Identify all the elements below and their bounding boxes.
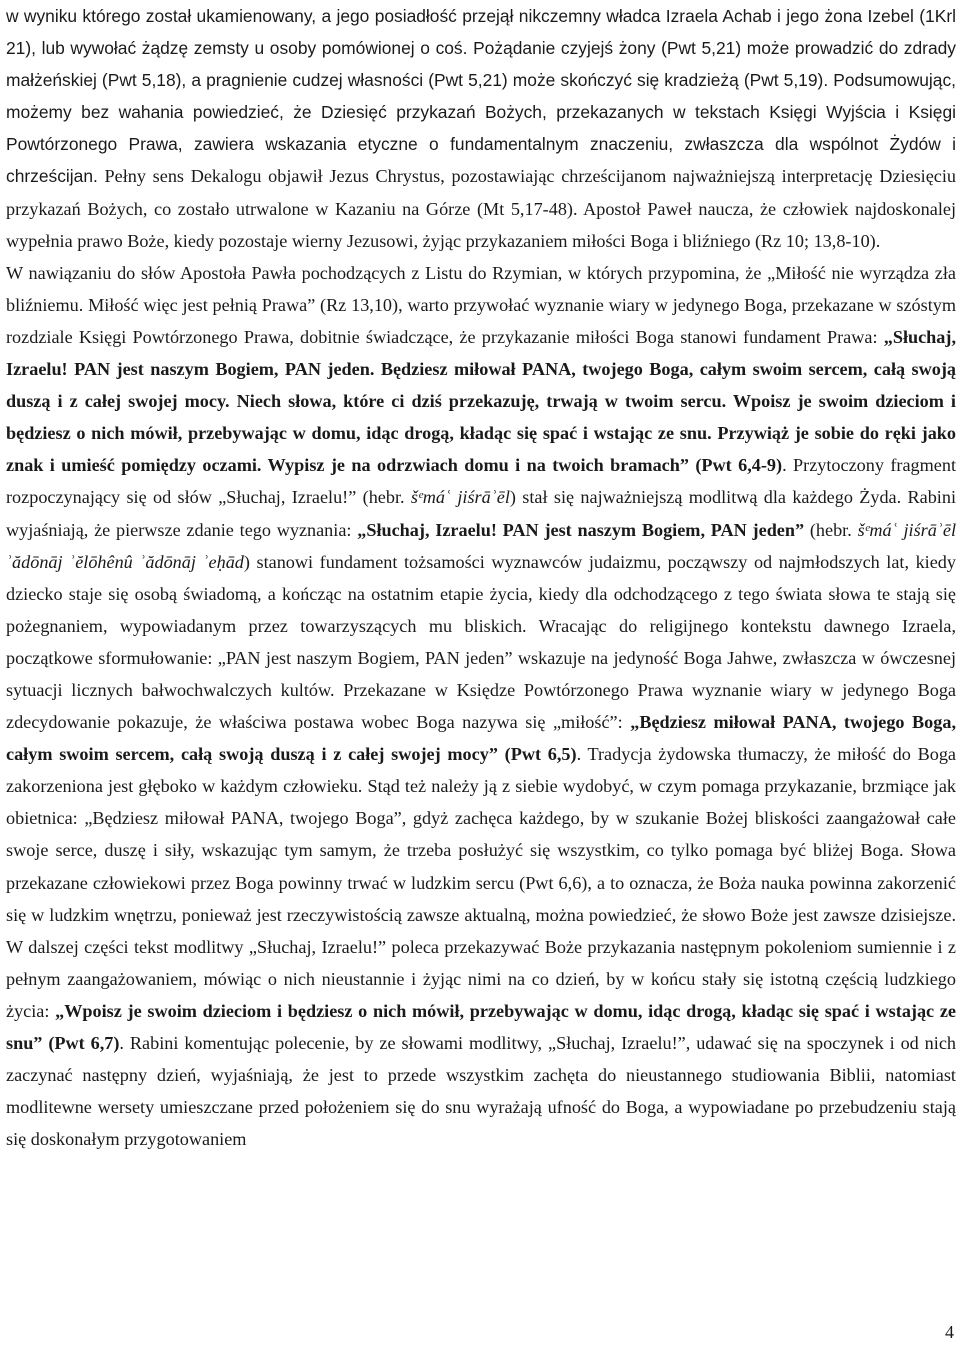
paragraph-2-segment-11: ) stanowi fundament tożsamości wyznawców judaizmu, począwszy od najmłodszych lat, kiedy dziecko staje się osobą świadomą, a kończąc na ostatnim etapie życia, kiedy dla odchodzącego z tego świata słowa te stają się pożegnaniem, wypowiadanym przez towarzyszących mu bliskich. Wracając do religijnego kontekstu dawnego Izraela, początkowe sformułowanie: „PAN jest naszym Bogiem, PAN jeden” wskazuje na jedyność Boga Jahwe, zwłaszcza w ówczesnej sytuacji licznych bałwochwalczych kultów. Przekazane w Księdze Powtórzonego Prawa wyznanie wiary w jedynego Boga zdecydowanie pokazuje, że właściwa postawa wobec Boga nazywa się „miłość”: [6, 551, 956, 733]
paragraph-2 [6, 257, 956, 1156]
document-body [6, 0, 956, 1155]
shema-quote: „Słuchaj, Izraelu! PAN jest naszym Bogiem, PAN jeden. Będziesz miłował PANA, twojego Boga, całym swoim sercem, całą swoją duszą i z całej swojej mocy. Niech słowa, które ci dziś przekazuję, trwają w twoim sercu. Wpoisz je swoim dzieciom i będziesz o nich mówił, przebywając w domu, idąc drogą, kładąc się spać i wstając ze snu. Przywiąż je sobie do ręki jako znak i umieść pomiędzy oczami. Wypisz je na odrzwiach domu i na twoich bramach” [6, 326, 956, 476]
paragraph-1-segment-2: Pełny sens Dekalogu objawił Jezus Chrystus, pozostawiając chrześcijanom najważniejszą interpretację Dziesięciu przykazań Bożych, co zostało utrwalone w Kazaniu na Górze (Mt 5,17-48). Apostoł Paweł naucza, że człowiek najdoskonalej wypełnia prawo Boże, kiedy pozostaje wierny Jezusowi, żyjąc przykazaniem miłości Boga i bliźniego (Rz 10; 13,8-10). [6, 166, 956, 251]
paragraph-2-segment-7: ) stał się najważniejszą modlitwą dla każdego Żyda. Rabini wyjaśniają, że pierwsze zdanie tego wyznania: [6, 487, 957, 540]
paragraph-2-segment-5: . Przytoczony fragment rozpoczynający się od słów „Słuchaj, Izraelu!” (hebr. [6, 455, 956, 508]
teaching-children-quote: „Wpoisz je swoim dzieciom i będziesz o nich mówił, przebywając w domu, idąc drogą, kładąc się spać i wstając ze snu” (Pwt 6,7) [6, 1000, 956, 1053]
paragraph-2-segment-9: (hebr. [804, 519, 858, 540]
love-commandment-quote: „Będziesz miłował PANA, twojego Boga, całym swoim sercem, całą swoją duszą i z całej swojej mocy” (Pwt 6,5) [6, 712, 956, 765]
shema-reference: (Pwt 6,4-9) [695, 455, 783, 476]
paragraph-2-segment-13: . Tradycja żydowska tłumaczy, że miłość do Boga zakorzeniona jest głęboko w każdym człowieku. Stąd też należy ją z siebie wydobyć, w czym pomaga przykazanie, brzmiące jak obietnica: „Będziesz miłował PANA, twojego Boga”, gdyż zachęca każdego, by w szukanie Bożej bliskości zaangażował całe swoje serce, duszę i siły, wskazując tym samym, że trzeba posłużyć się wszystkim, co tylko pomaga być bliżej Boga. Słowa przekazane człowiekowi przez Boga powinny trwać w ludzkim sercu (Pwt 6,6), a to oznacza, że Boża nauka powinna zakorzenić się w ludzkim wnętrzu, ponieważ jest rzeczywistością zawsze aktualną, można powiedzieć, że słowo Boże jest zawsze dzisiejsze. W dalszej części tekst modlitwy „Słuchaj, Izraelu!” poleca przekazywać Boże przykazania następnym pokoleniom sumiennie i z pełnym zaangażowaniem, mówiąc o nich nieustannie i żyjąc nimi na co dzień, by w końcu stały się istotną częścią ludzkiego życia: [6, 744, 956, 1021]
shema-first-sentence: „Słuchaj, Izraelu! PAN jest naszym Bogiem, PAN jeden” [357, 519, 805, 540]
paragraph-2-segment-15: . Rabini komentując polecenie, by ze słowami modlitwy, „Słuchaj, Izraelu!”, udawać się na spoczynek i od nich zaczynać następny dzień, wyjaśniają, że jest to przede wszystkim zachęta do nieustannego studiowania Biblii, natomiast modlitewne wersety umieszczane przed położeniem się do snu wyrażają ufność do Boga, a wypowiadane po przebudzeniu stają się doskonałym przygotowaniem [6, 1033, 957, 1150]
paragraph-1-segment-1: w wyniku którego został ukamienowany, a jego posiadłość przejął nikczemny władca Izraela Achab i jego żona Izebel (1Krl 21), lub wywołać żądzę zemsty u osoby pomówionej o coś. Pożądanie czyjejś żony (Pwt 5,21) może prowadzić do zdrady małżeńskiej (Pwt 5,18), a pragnienie cudzej własności (Pwt 5,21) może skończyć się kradzieżą (Pwt 5,19). Podsumowując, możemy bez wahania powiedzieć, że Dziesięć przykazań Bożych, przekazanych w tekstach Księgi Wyjścia i Księgi Powtórzonego Prawa, zawiera wskazania etyczne o fundamentalnym znaczeniu, zwłaszcza dla wspólnot Żydów i chrześcijan. [6, 6, 956, 187]
hebrew-transliteration-1: šᵉmáʿ jiśrāʾēl [410, 487, 510, 508]
paragraph-2-segment-1: W nawiązaniu do słów Apostoła Pawła pochodzących z Listu do Rzymian, w których przypomina, że „Miłość nie wyrządza zła bliźniemu. Miłość więc jest pełnią Prawa” (Rz 13,10), warto przywołać wyznanie wiary w jedynego Boga, przekazane w szóstym rozdziale Księgi Powtórzonego Prawa, dobitnie świadczące, że przykazanie miłości Boga stanowi fundament Prawa: [6, 262, 956, 347]
page-number: 4 [945, 1322, 954, 1342]
hebrew-transliteration-2: šᵉmáʿ jiśrāʾēl ʾădōnāj ʾĕlōhênû ʾădōnāj ʾeḥād [6, 519, 957, 572]
paragraph-1 [6, 0, 956, 257]
